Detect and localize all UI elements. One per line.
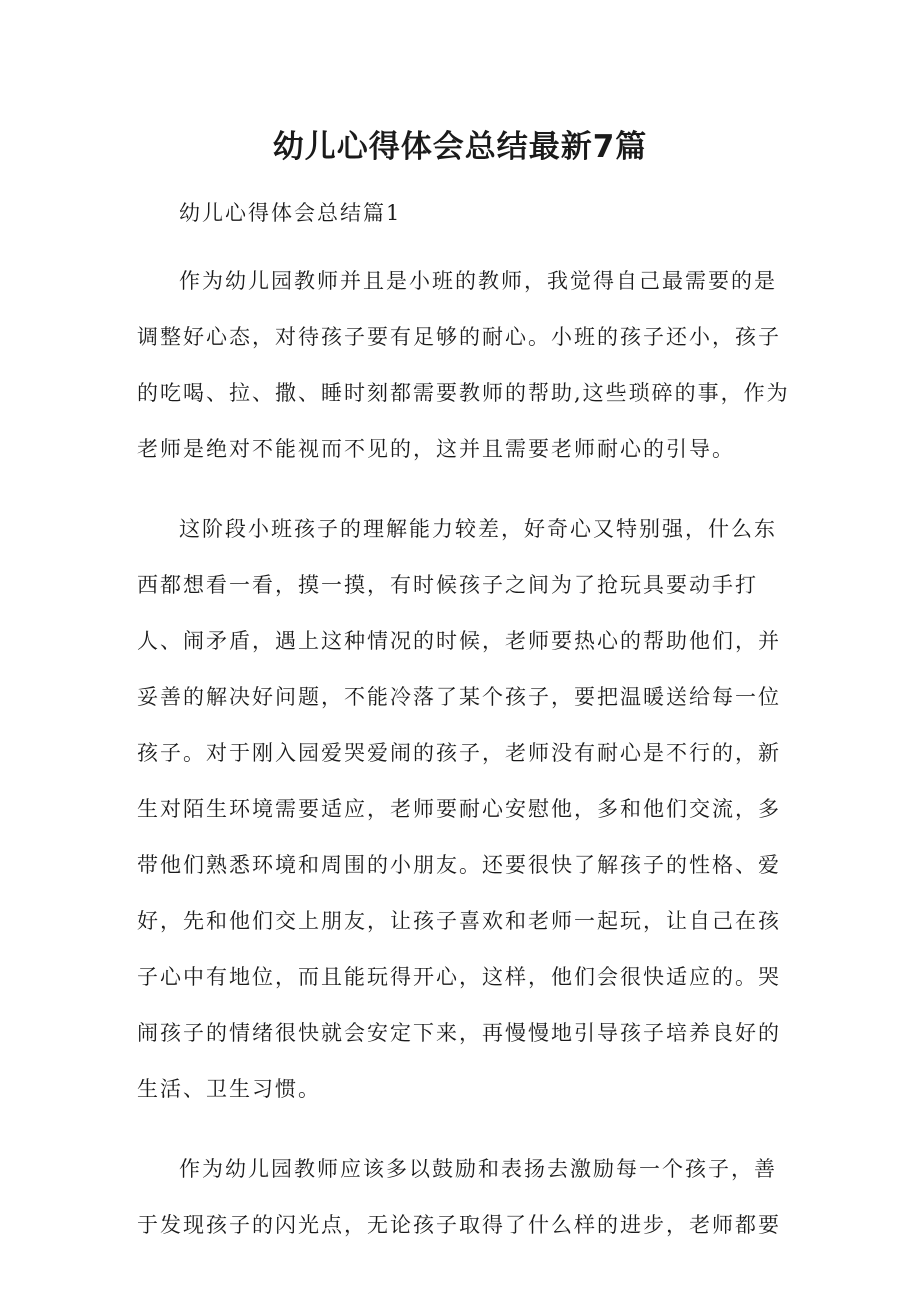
document-title: 幼儿心得体会总结最新7篇 [272,129,648,165]
document-body [137,193,797,1253]
paragraph-1: 作为幼儿园教师并且是小班的教师，我觉得自己最需要的是调整好心态，对待孩子要有足够的耐心。小班的孩子还小，孩子的吃喝、拉、撒、睡时刻都需要教师的帮助,这些琐碎的事，作为老师是绝对不能视而不见的，这并且需要老师耐心的引导。 [137,269,790,461]
paragraph-2: 这阶段小班孩子的理解能力较差，好奇心又特别强，什么东西都想看一看，摸一摸，有时候孩子之间为了抢玩具要动手打人、闹矛盾，遇上这种情况的时候，老师要热心的帮助他们，并妥善的解决好问题，不能冷落了某个孩子，要把温暖送给每一位孩子。对于刚入园爱哭爱闹的孩子，老师没有耐心是不行的，新生对陌生环境需要适应，老师要耐心安慰他，多和他们交流，多带他们熟悉环境和周围的小朋友。还要很快了解孩子的性格、爱好，先和他们交上朋友，让孩子喜欢和老师一起玩，让自己在孩子心中有地位，而且能玩得开心，这样，他们会很快适应的。哭闹孩子的情绪很快就会安定下来，再慢慢地引导孩子培养良好的生活、卫生习惯。 [137,517,781,1101]
section-heading: 幼儿心得体会总结篇1 [179,201,402,225]
paragraph-3: 作为幼儿园教师应该多以鼓励和表扬去激励每一个孩子，善于发现孩子的闪光点，无论孩子取得了什么样的进步，老师都要 [137,1157,781,1237]
